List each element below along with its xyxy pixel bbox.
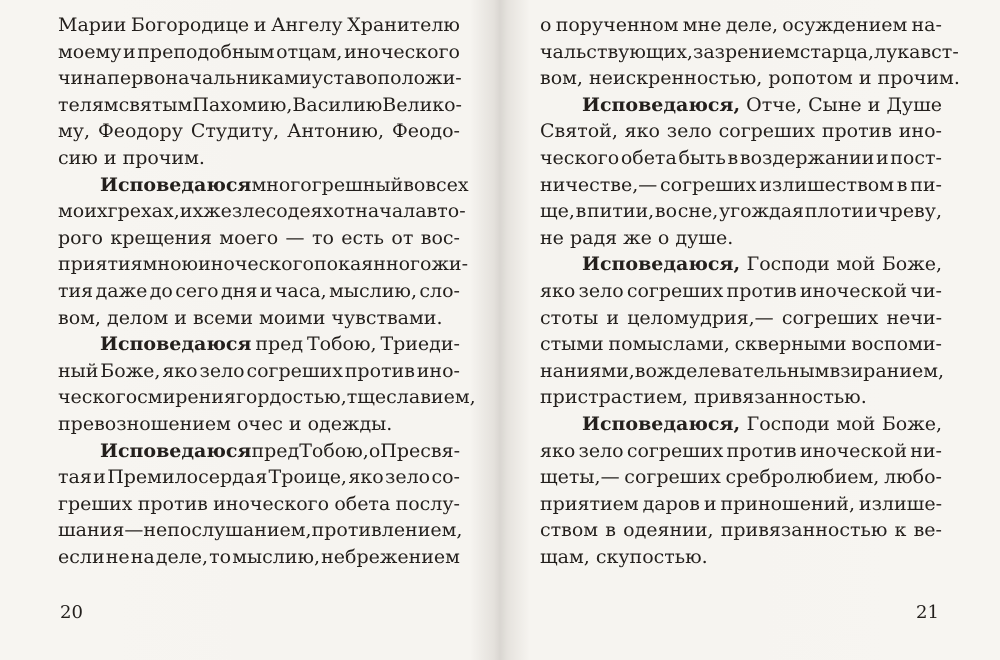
word: помыслами,: [608, 333, 730, 356]
word: телям: [58, 93, 119, 116]
word: мне: [682, 14, 722, 36]
word: мною: [142, 253, 199, 276]
text-line: [540, 251, 942, 278]
word: вто-: [426, 200, 466, 223]
word: обета: [334, 492, 391, 515]
word: мой: [836, 253, 876, 276]
word: ино-: [416, 359, 460, 382]
word: иноческого: [344, 40, 460, 63]
word: небрежением: [321, 545, 460, 568]
word: угождая: [718, 200, 805, 223]
word: святым: [118, 93, 193, 116]
text-line: [58, 92, 460, 119]
word: мыслию,: [329, 279, 417, 302]
word: зело: [384, 466, 431, 489]
word: моих: [58, 200, 108, 223]
word: уставоположи-: [311, 67, 462, 90]
text-line: [58, 411, 460, 438]
word: ный: [58, 359, 99, 382]
word: сребролюбием,: [725, 466, 880, 489]
word: —: [124, 519, 144, 542]
text-line: [58, 278, 460, 305]
word: пред: [251, 439, 300, 462]
text-span: щам, скупостью.: [540, 545, 708, 568]
word: тия: [58, 279, 94, 302]
word: ческого: [540, 146, 620, 169]
text-line: [58, 491, 460, 518]
word: часа,: [274, 279, 327, 302]
word: согреших: [626, 279, 724, 302]
text-line: [58, 225, 460, 252]
text-line: [540, 118, 942, 145]
text-line: [58, 331, 460, 358]
word: скверными: [734, 333, 847, 356]
word: всех: [425, 173, 469, 196]
text-line: [58, 438, 460, 465]
text-line: [540, 358, 945, 385]
word: если: [58, 545, 105, 568]
word: крещения: [110, 226, 212, 249]
text-line: [540, 39, 959, 66]
text-span: вом, делом и всеми моими чувствами.: [58, 306, 443, 329]
word: покаянного: [314, 253, 432, 276]
word: Премилосердая: [107, 466, 268, 489]
word: отцам,: [276, 40, 343, 63]
word: целомудрия,—: [627, 306, 774, 329]
word: дня: [220, 279, 258, 302]
word: не: [105, 545, 130, 568]
word: в: [727, 146, 739, 169]
word: и: [299, 67, 312, 90]
word: до: [149, 279, 173, 302]
word: зело: [578, 439, 624, 462]
text-line: [540, 331, 942, 358]
word: грехах,: [107, 200, 180, 223]
word: взиранием,: [829, 359, 945, 382]
word: Отче,: [746, 93, 803, 116]
word: излише-: [858, 492, 942, 515]
word: начала: [355, 200, 427, 223]
word: любо-: [884, 466, 942, 489]
word: старца,: [799, 40, 875, 63]
word: иноческого: [198, 253, 314, 276]
word: от: [333, 200, 356, 223]
text-line: [540, 544, 942, 571]
word: сего: [175, 279, 219, 302]
word: тая: [58, 466, 92, 489]
word: Господи: [746, 412, 830, 435]
word: ческого: [58, 386, 138, 409]
word: деле,: [155, 545, 209, 568]
text-line: [540, 145, 942, 172]
word: приношений,: [720, 492, 855, 515]
text-line: [58, 464, 460, 491]
word: наниями,: [540, 359, 635, 382]
word: Триеди-: [380, 333, 460, 356]
word: осуждением: [782, 14, 908, 36]
word: Василию: [292, 93, 383, 116]
word: согреших: [718, 120, 816, 143]
word: приятия: [58, 253, 143, 276]
word: мой: [836, 412, 876, 435]
word: стыми: [540, 333, 604, 356]
word: и: [864, 200, 878, 223]
word: согреших: [781, 306, 879, 329]
word: приятием: [540, 492, 639, 515]
word: во: [403, 173, 426, 196]
word: Феодо-: [391, 120, 460, 143]
word: то: [209, 545, 232, 568]
text-line: [58, 172, 469, 199]
word: Боже,: [881, 412, 942, 435]
left-page-number: 20: [60, 602, 83, 623]
word: Исповедаюся,: [582, 412, 741, 435]
word: быть: [678, 146, 726, 169]
word: воздержании: [739, 146, 875, 169]
text-line: [540, 305, 942, 332]
word: чреву,: [878, 200, 942, 223]
word: и: [867, 93, 881, 116]
word: Троице,: [268, 466, 347, 489]
word: преподобным: [137, 40, 275, 63]
word: излишеством: [759, 173, 894, 196]
word: плоти: [804, 200, 865, 223]
word: даров: [642, 492, 700, 515]
word: Тобою,: [306, 333, 377, 356]
word: ни-: [910, 439, 942, 462]
text-line: [540, 198, 942, 225]
word: порученном: [555, 14, 679, 36]
word: пи-: [910, 173, 942, 196]
word: гордостью,: [235, 386, 347, 409]
word: иноческой: [799, 279, 908, 302]
word: пред: [255, 333, 304, 356]
word: иноческого: [213, 492, 330, 515]
word: Господи: [746, 253, 830, 276]
word: на-: [911, 14, 942, 36]
word: яко: [540, 279, 576, 302]
word: Феодору: [97, 120, 183, 143]
word: деле,: [725, 14, 778, 36]
word: против: [726, 279, 797, 302]
word: иноческой: [799, 439, 908, 462]
word: о: [540, 14, 552, 36]
text-span: вом, неискренностью, ропотом и прочим.: [540, 67, 960, 90]
word: Исповедаюся,: [582, 253, 741, 276]
word: лукавст-: [874, 40, 959, 63]
text-line: [58, 384, 476, 411]
word: Боже,: [881, 253, 942, 276]
word: ством: [540, 519, 599, 542]
word: во: [654, 200, 678, 223]
word: питии,: [587, 200, 655, 223]
word: Велико-: [382, 93, 462, 116]
word: воспоми-: [851, 333, 942, 356]
text-span: не радя же о душе.: [540, 226, 734, 249]
text-line: [58, 12, 460, 39]
text-line: [58, 39, 460, 66]
word: Антонию,: [287, 120, 384, 143]
word: щеты,—: [540, 466, 620, 489]
text-line: [540, 278, 942, 305]
text-line: [540, 411, 942, 438]
word: зело: [666, 120, 712, 143]
text-line: [540, 92, 942, 119]
word: Богородице: [130, 14, 250, 36]
word: яко: [624, 120, 660, 143]
word: на: [130, 545, 155, 568]
word: Пахомию,: [192, 93, 293, 116]
word: тщеславием,: [346, 386, 476, 409]
word: одеянии,: [623, 519, 714, 542]
word: яко: [348, 466, 384, 489]
word: и: [123, 40, 136, 63]
word: к: [894, 519, 907, 542]
word: то: [311, 226, 334, 249]
text-line: [58, 118, 460, 145]
word: против: [726, 439, 797, 462]
word: моего: [219, 226, 279, 249]
text-line: [540, 464, 942, 491]
word: моему: [58, 40, 122, 63]
text-line: [540, 225, 942, 252]
word: Сыне: [808, 93, 862, 116]
word: нечи-: [886, 306, 942, 329]
word: о: [368, 439, 381, 462]
word: зазрением: [692, 40, 800, 63]
word: му,: [58, 120, 90, 143]
text-line: [58, 145, 460, 172]
word: многогрешный: [251, 173, 404, 196]
word: согреших: [246, 359, 343, 382]
word: зело: [199, 359, 245, 382]
word: привязанностью: [720, 519, 888, 542]
word: шания: [58, 519, 125, 542]
text-line: [540, 65, 960, 92]
word: против: [821, 120, 892, 143]
word: согреших: [626, 439, 724, 462]
word: зело: [578, 279, 624, 302]
word: даже: [95, 279, 148, 302]
word: Боже,: [100, 359, 161, 382]
word: согреших: [660, 173, 757, 196]
text-line: [540, 384, 942, 411]
word: и: [253, 14, 267, 36]
word: Святой,: [540, 120, 618, 143]
word: со-: [431, 466, 460, 489]
text-line: [540, 438, 942, 465]
word: Марии: [58, 14, 127, 36]
word: противлением,: [311, 519, 463, 542]
word: смирения: [137, 386, 236, 409]
word: в: [896, 173, 908, 196]
word: жи-: [431, 253, 469, 276]
word: и: [606, 306, 620, 329]
text-span: пристрастием, привязанностью.: [540, 386, 867, 409]
word: вос-: [420, 226, 460, 249]
word: непослушанием,: [143, 519, 312, 542]
word: чальствующих,: [540, 40, 693, 63]
word: есть: [341, 226, 385, 249]
word: вожделевательным: [634, 359, 830, 382]
word: в: [575, 200, 587, 223]
word: содеях: [265, 200, 334, 223]
word: яко: [162, 359, 198, 382]
word: сне,: [677, 200, 719, 223]
word: сло-: [419, 279, 460, 302]
text-line: [58, 198, 466, 225]
text-line: [58, 305, 460, 332]
word: против: [344, 359, 415, 382]
text-line: [58, 544, 460, 571]
text-line: [540, 517, 942, 544]
word: Исповедаюся: [100, 333, 252, 356]
word: рого: [58, 226, 103, 249]
text-line: [540, 491, 942, 518]
word: греших: [58, 492, 133, 515]
word: первоначальникам: [107, 67, 300, 90]
word: ихже: [179, 200, 232, 223]
word: пост-: [890, 146, 942, 169]
word: ще,: [540, 200, 575, 223]
text-line: [58, 65, 460, 92]
word: и: [259, 279, 273, 302]
word: Ангелу: [271, 14, 343, 36]
word: ино-: [898, 120, 942, 143]
word: яко: [540, 439, 576, 462]
word: мыслию,: [232, 545, 321, 568]
word: Пресвя-: [380, 439, 460, 462]
word: зле: [231, 200, 266, 223]
word: согреших: [624, 466, 721, 489]
word: Исповедаюся: [100, 173, 252, 196]
text-line: [540, 12, 942, 39]
word: ве-: [913, 519, 942, 542]
text-line: [58, 251, 469, 278]
word: Студиту,: [190, 120, 280, 143]
text-line: [58, 358, 460, 385]
word: от: [391, 226, 414, 249]
word: чина: [58, 67, 108, 90]
word: в: [605, 519, 616, 542]
text-span: сию и прочим.: [58, 146, 205, 169]
word: Тобою,: [299, 439, 369, 462]
word: и: [93, 466, 106, 489]
right-page-text: [540, 12, 960, 570]
word: обета: [620, 146, 677, 169]
text-line: [58, 517, 463, 544]
word: Хранителю: [347, 14, 460, 36]
word: ничестве,—: [540, 173, 658, 196]
left-page-text: [58, 12, 476, 570]
word: —: [285, 226, 305, 249]
word: против: [137, 492, 208, 515]
word: стоты: [540, 306, 599, 329]
word: и: [875, 146, 889, 169]
word: послу-: [395, 492, 460, 515]
text-span: превозношением очес и одежды.: [58, 412, 393, 435]
word: Душе: [886, 93, 942, 116]
word: Исповедаюся,: [582, 93, 741, 116]
word: Исповедаюся: [100, 439, 252, 462]
word: и: [703, 492, 717, 515]
right-page-number: 21: [916, 602, 939, 623]
text-line: [540, 172, 942, 199]
word: чи-: [910, 279, 942, 302]
